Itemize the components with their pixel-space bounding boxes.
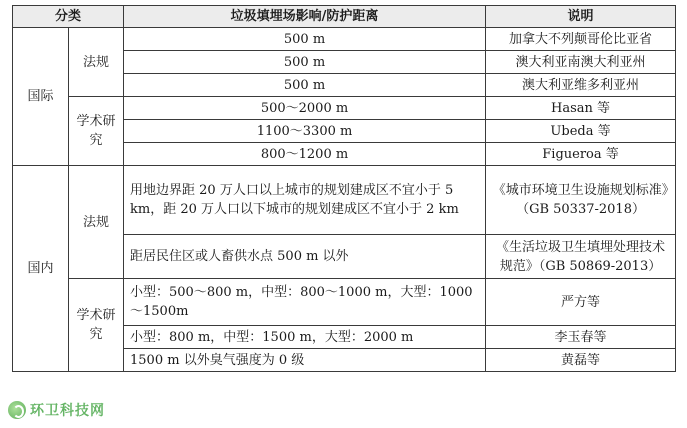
distance-cell: 800～1200 m [124, 143, 486, 166]
table-header-row [13, 6, 676, 28]
leaf-logo-icon [8, 401, 26, 419]
note-cell: Ubeda 等 [486, 120, 676, 143]
note-cell: Hasan 等 [486, 97, 676, 120]
distance-cell: 500 m [124, 51, 486, 74]
distance-cell: 距居民住区或人畜供水点 500 m 以外 [124, 235, 486, 279]
distance-cell: 小型：800 m，中型：1500 m，大型：2000 m [124, 326, 486, 349]
table-row [13, 28, 676, 51]
note-cell: Figueroa 等 [486, 143, 676, 166]
note-cell: 澳大利亚维多利亚州 [486, 74, 676, 97]
landfill-distance-table [12, 5, 676, 372]
distance-cell: 1500 m 以外臭气强度为 0 级 [124, 349, 486, 372]
watermark [8, 398, 105, 422]
header-distance: 垃圾填埋场影响/防护距离 [124, 6, 486, 28]
subgroup-label-regulation: 法规 [69, 28, 124, 97]
watermark-text: 环卫科技网 [30, 403, 105, 419]
table-row [13, 166, 676, 235]
subgroup-label-regulation: 法规 [69, 166, 124, 279]
distance-cell: 500 m [124, 28, 486, 51]
note-cell: 黄磊等 [486, 349, 676, 372]
note-cell: 澳大利亚南澳大利亚州 [486, 51, 676, 74]
table-row [13, 279, 676, 326]
header-category: 分类 [13, 6, 124, 28]
note-cell: 加拿大不列颠哥伦比亚省 [486, 28, 676, 51]
distance-cell: 500 m [124, 74, 486, 97]
subgroup-label-research: 学术研究 [69, 97, 124, 166]
subgroup-label-research: 学术研究 [69, 279, 124, 372]
header-note: 说明 [486, 6, 676, 28]
table-row [13, 97, 676, 120]
distance-cell: 用地边界距 20 万人口以上城市的规划建成区不宜小于 5 km，距 20 万人口以下城市的规划建成区不宜小于 2 km [124, 166, 486, 235]
group-label-international: 国际 [13, 28, 69, 166]
distance-cell: 500～2000 m [124, 97, 486, 120]
group-label-domestic: 国内 [13, 166, 69, 372]
note-cell: 《城市环境卫生设施规划标准》（GB 50337-2018） [486, 166, 676, 235]
distance-cell: 1100～3300 m [124, 120, 486, 143]
note-cell: 严方等 [486, 279, 676, 326]
note-cell: 李玉春等 [486, 326, 676, 349]
note-cell: 《生活垃圾卫生填埋处理技术规范》（GB 50869-2013） [486, 235, 676, 279]
distance-cell: 小型：500～800 m，中型：800～1000 m，大型：1000～1500m [124, 279, 486, 326]
